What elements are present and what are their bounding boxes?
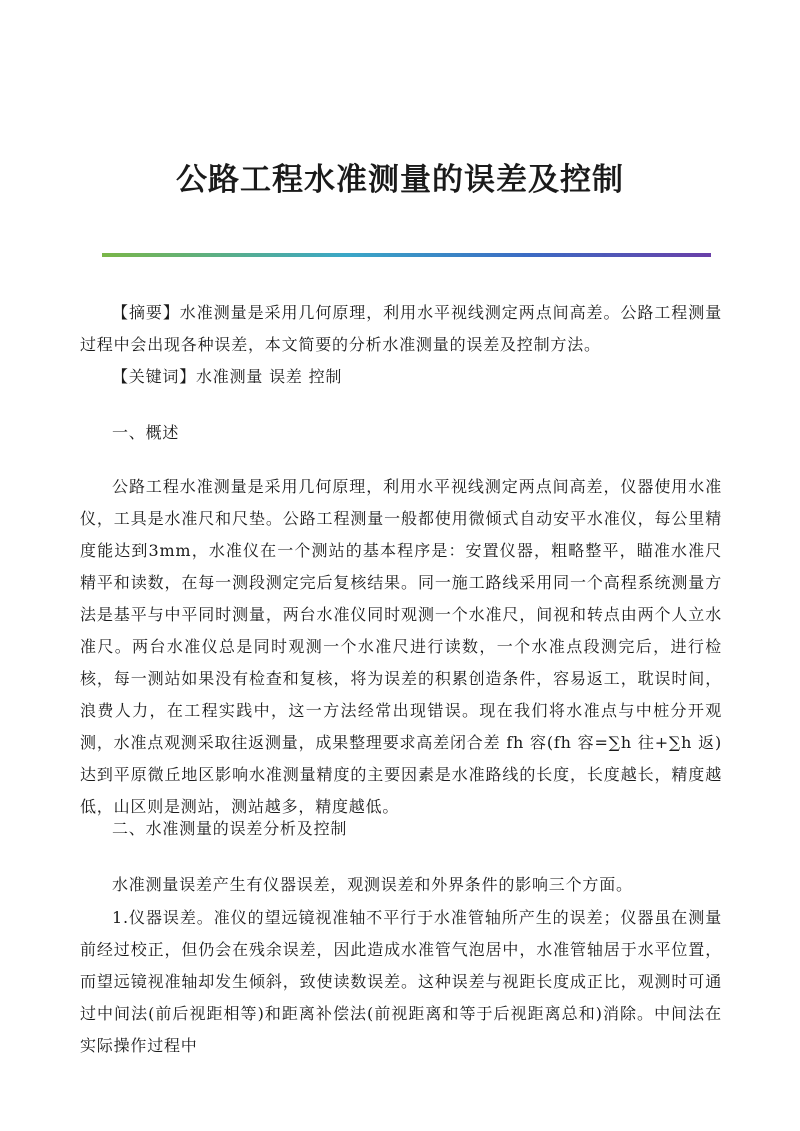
body-paragraph-instrument-error: 1.仪器误差。准仪的望远镜视准轴不平行于水准管轴所产生的误差；仪器虽在测量前经过校正，但仍会在残余误差，因此造成水准管气泡居中，水准管轴居于水平位置，而望远镜视准轴却发生倾斜，致使读数误差。这种误差与视距长度成正比，观测时可通过中间法(前后视距相等)和距离补偿法(前视距离和等于后视距离总和)消除。中间法在实际操作过程中	[80, 908, 722, 1055]
abstract-paragraph: 【摘要】水准测量是采用几何原理，利用水平视线测定两点间高差。公路工程测量过程中会出现各种误差，本文简要的分析水准测量的误差及控制方法。	[80, 303, 722, 354]
body-paragraph-error-sources: 水准测量误差产生有仪器误差，观测误差和外界条件的影响三个方面。	[112, 875, 633, 894]
page-title: 公路工程水准测量的误差及控制	[176, 162, 624, 198]
title-divider	[102, 253, 711, 257]
body-paragraph-overview: 公路工程水准测量是采用几何原理，利用水平视线测定两点间高差，仪器使用水准仪，工具是水准尺和尺垫。公路工程测量一般都使用微倾式自动安平水准仪，每公里精度能达到3mm，水准仪在一个测站的基本程序是：安置仪器，粗略整平，瞄准水准尺精平和读数，在每一测段测定完后复核结果。同一施工路线采用同一个高程系统测量方法是基平与中平同时测量，两台水准仪同时观测一个水准尺，间视和转点由两个人立水准尺。两台水准仪总是同时观测一个水准尺进行读数，一个水准点段测完后，进行检核，每一测站如果没有检查和复核，将为误差的积累创造条件，容易返工，耽误时间，浪费人力，在工程实践中，这一方法经常出现错误。现在我们将水准点与中桩分开观测，水准点观测采取往返测量，成果整理要求高差闭合差 fh 容(fh 容=∑h 往+∑h 返)达到平原微丘地区影响水准测量精度的主要因素是水准路线的长度，长度越长，精度越低，山区则是测站，测站越多，精度越低。	[80, 477, 722, 816]
keywords-line: 【关键词】水准测量 误差 控制	[112, 367, 343, 386]
section-heading-error-analysis: 二、水准测量的误差分析及控制	[112, 819, 348, 838]
section-heading-overview: 一、概述	[112, 423, 180, 442]
